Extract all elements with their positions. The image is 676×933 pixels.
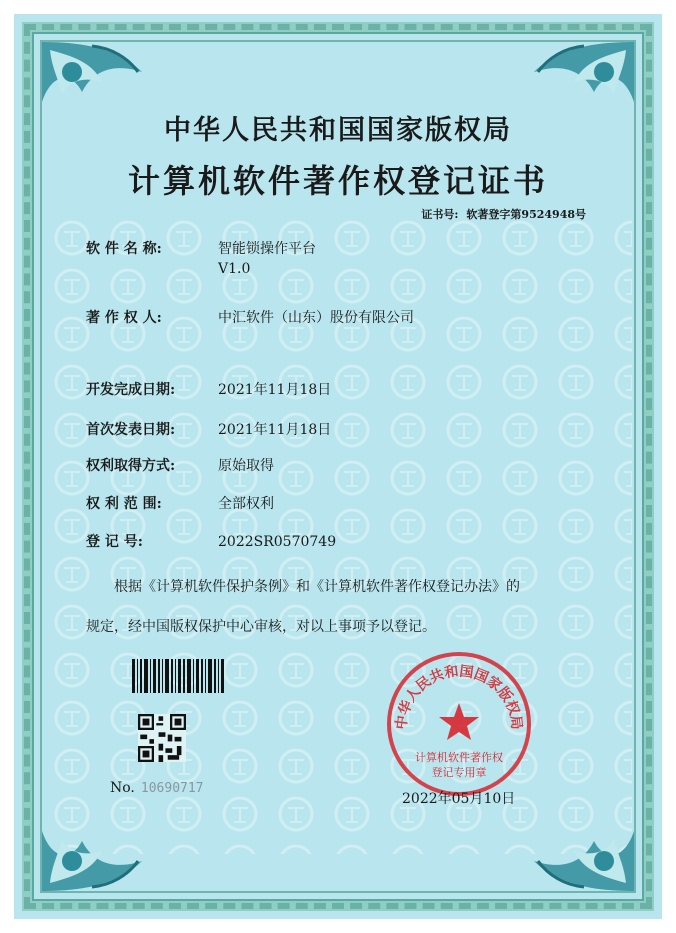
serial-value: 10690717 [140,781,204,796]
field-value-block [218,239,316,279]
field-software-name [86,239,316,279]
field-value: 智能锁操作平台 [218,241,316,257]
issue-date: 2022年05月10日 [402,791,516,807]
field-value: 中汇软件（山东）股份有限公司 [218,310,414,326]
field-value: 2022SR0570749 [218,534,337,550]
field-completion-date [86,380,331,400]
seal-inner-line1: 计算机软件著作权 [415,751,503,764]
field-label: 登 记 号: [86,534,143,550]
field-label: 权 利 范 围: [86,496,162,512]
field-label: 开发完成日期: [86,382,176,398]
body-text-line2: 规定，经中国版权保护中心审核，对以上事项予以登记。 [86,619,436,635]
certificate [14,14,662,919]
field-publish-date [86,420,331,440]
serial-label: No. [110,780,135,796]
field-label: 首次发表日期: [86,422,176,438]
field-label: 著 作 权 人: [86,310,162,326]
field-acquisition-method [86,456,274,476]
certificate-title: 计算机软件著作权登记证书 [127,162,548,200]
field-value: 2021年11月18日 [218,382,332,398]
corner-ornament-icon [524,781,644,901]
seal-inner-line2: 登记专用章 [431,766,487,779]
field-registration-number [86,532,336,552]
field-value: 2021年11月18日 [218,422,332,438]
field-label: 权利取得方式: [86,458,176,474]
certificate-number [421,206,586,222]
field-copyright-owner [86,308,414,328]
official-seal-icon [384,649,534,799]
field-version: V1.0 [218,261,251,277]
field-label: 软 件 名 称: [86,241,162,257]
issuer-title: 中华人民共和国国家版权局 [164,115,512,146]
qr-code-icon [138,714,186,762]
certificate-number-label: 证书号: [421,208,459,221]
body-text-line1: 根据《计算机软件保护条例》和《计算机软件著作权登记办法》的 [114,579,520,595]
seal-ring-text: 中华人民共和国国家版权局 [393,663,525,731]
barcode-icon [132,659,224,693]
serial-number [110,780,204,796]
field-value: 原始取得 [218,458,274,474]
corner-ornament-icon [32,781,152,901]
certificate-number-value: 软著登字第9524948号 [466,208,586,221]
field-rights-scope [86,494,274,514]
field-value: 全部权利 [218,496,274,512]
